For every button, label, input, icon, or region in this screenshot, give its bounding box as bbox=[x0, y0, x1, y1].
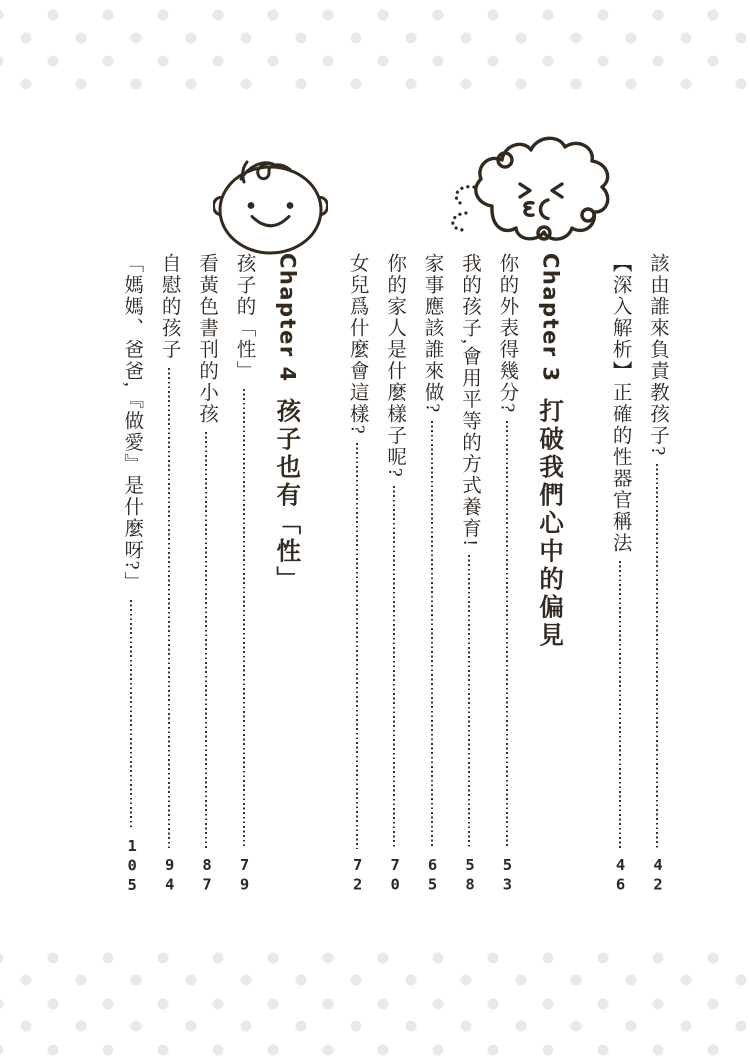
cloud-eye-right bbox=[552, 184, 562, 197]
toc-chapter-heading bbox=[536, 253, 566, 895]
dotted-leader bbox=[431, 421, 433, 849]
toc-entry bbox=[233, 253, 254, 895]
dotted-leader bbox=[168, 368, 170, 850]
toc-entry bbox=[121, 253, 142, 895]
dotted-leader bbox=[130, 600, 132, 829]
baby-head bbox=[220, 167, 321, 253]
chapter-title: 打破我們心中的偏見 bbox=[536, 397, 566, 650]
cloud-mouth bbox=[525, 203, 533, 216]
cloud-outline bbox=[476, 138, 608, 239]
toc-entry-title: 該由誰來負責教孩子? bbox=[647, 253, 668, 458]
dotted-leader bbox=[205, 432, 207, 849]
toc-entry-title: 孩子的「性」 bbox=[233, 253, 255, 382]
polka-dot-band-top bbox=[0, 0, 750, 89]
toc-entry-page-number: 87 bbox=[198, 856, 217, 895]
toc-entry-page-number: 94 bbox=[160, 856, 179, 895]
dotted-leader bbox=[393, 486, 395, 849]
chapter-title: 孩子也有「性」 bbox=[273, 397, 303, 594]
toc-entry bbox=[459, 253, 480, 895]
toc-entry bbox=[609, 253, 630, 895]
cloud-loop-right bbox=[582, 209, 594, 221]
baby-face-doodle bbox=[213, 158, 328, 258]
baby-eye-left bbox=[248, 202, 255, 209]
toc-entry-title: 家事應該誰來做? bbox=[421, 253, 443, 415]
toc-entry bbox=[647, 253, 668, 895]
toc-entry bbox=[158, 253, 179, 895]
toc-entry-page-number: 65 bbox=[423, 856, 442, 895]
toc-entry-title: 女兒爲什麼會這樣? bbox=[346, 253, 368, 436]
dotted-leader bbox=[506, 421, 508, 849]
breath-puff-bottom bbox=[453, 213, 466, 230]
toc-entry-page-number: 70 bbox=[386, 856, 405, 895]
toc-entry-title: 「媽媽、爸爸,『做愛』是什麼呀?」 bbox=[121, 253, 143, 594]
cloud-mouth-outer bbox=[541, 200, 549, 219]
toc-chapter-heading bbox=[275, 253, 301, 895]
toc-entry-page-number: 46 bbox=[611, 856, 630, 895]
toc-entry-page-number: 79 bbox=[235, 856, 254, 895]
toc-entry bbox=[196, 253, 217, 895]
toc-entry-title: 【深入解析】正確的性器官稱法 bbox=[609, 253, 631, 554]
toc-entry bbox=[346, 253, 367, 895]
dotted-leader bbox=[656, 464, 658, 849]
toc-entry-title: 你的家人是什麼樣子呢? bbox=[384, 253, 406, 479]
toc-entry-title: 自慰的孩子 bbox=[158, 253, 180, 361]
dotted-leader bbox=[619, 561, 621, 849]
table-of-contents bbox=[121, 253, 668, 895]
toc-entry-title: 看黃色書刊的小孩 bbox=[196, 253, 218, 425]
chapter-label: Chapter 3 bbox=[538, 253, 563, 383]
toc-entry-page-number: 105 bbox=[123, 836, 142, 895]
polka-dot-band-bottom bbox=[0, 951, 750, 1064]
toc-entry bbox=[421, 253, 442, 895]
toc-entry-title: 我的孩子,會用平等的方式養育! bbox=[458, 253, 480, 548]
toc-entry-page-number: 72 bbox=[348, 856, 367, 895]
toc-entry bbox=[496, 253, 517, 895]
toc-entry-page-number: 42 bbox=[649, 856, 668, 895]
toc-entry-title: 你的外表得幾分? bbox=[496, 253, 518, 415]
dotted-leader bbox=[243, 389, 245, 849]
toc-entry bbox=[384, 253, 405, 895]
dotted-leader bbox=[468, 555, 470, 849]
breath-puff-top bbox=[456, 187, 474, 205]
blowing-cloud-doodle bbox=[436, 128, 621, 263]
chapter-label: Chapter 4 bbox=[275, 253, 300, 383]
dotted-leader bbox=[356, 443, 358, 849]
baby-eye-right bbox=[287, 202, 294, 209]
cloud-eye-left bbox=[520, 184, 530, 197]
toc-entry-page-number: 53 bbox=[498, 856, 517, 895]
toc-entry-page-number: 58 bbox=[461, 856, 479, 895]
